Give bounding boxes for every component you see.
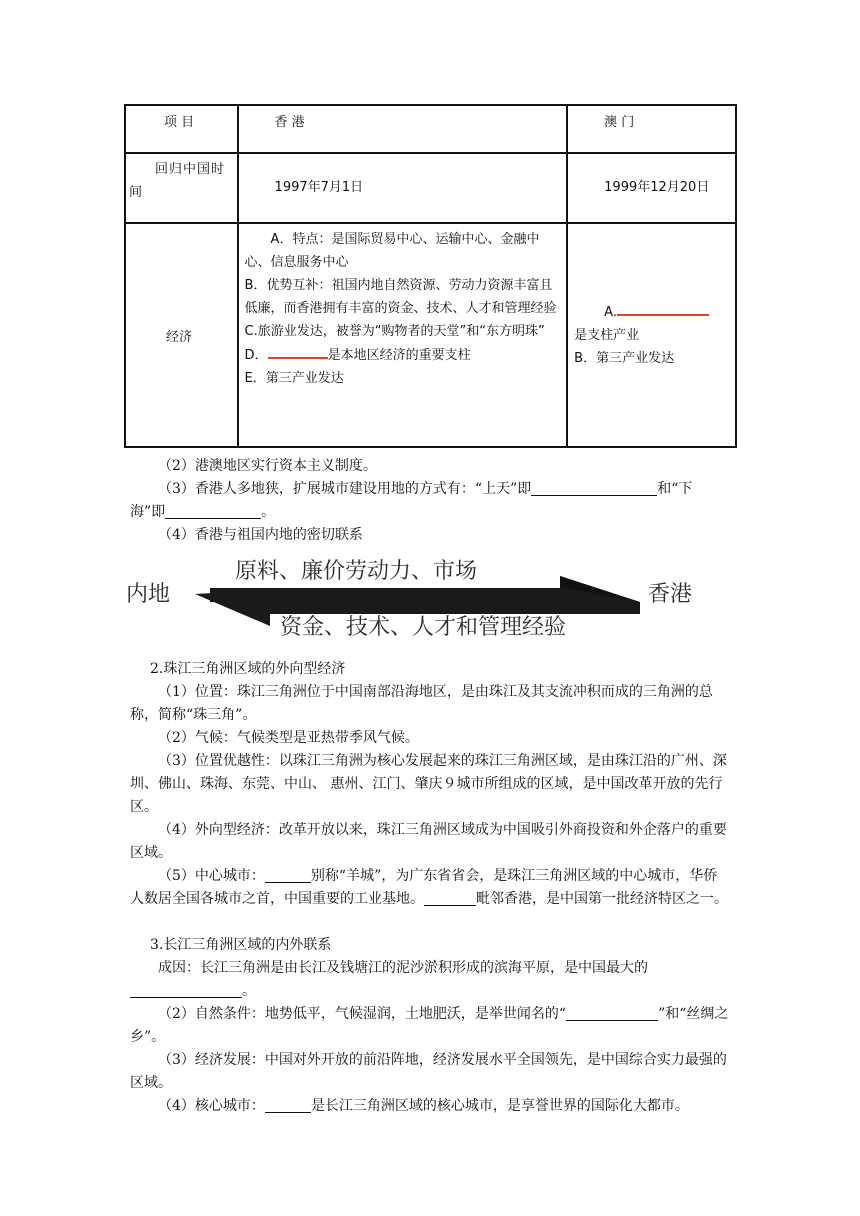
table-cell <box>125 223 238 447</box>
sec3-blank-hometown[interactable] <box>566 1004 658 1021</box>
table-row-economy <box>125 223 736 447</box>
sec3-blank-plain[interactable] <box>130 981 242 998</box>
sec3-p2-b: ”和“丝绸之乡”。 <box>130 1006 729 1045</box>
sec3-p2-a: （2）自然条件：地势低平，气候湿润，土地肥沃，是举世闻名的“ <box>158 1006 567 1022</box>
hk-macau-table <box>124 104 737 448</box>
header-macau: 澳 门 <box>604 115 635 130</box>
hk-economy-b: B．优势互补：祖国内地自然资源、劳动力资源丰富且低廉，而香港拥有丰富的资金、技术、人才和管理经验 <box>244 278 557 316</box>
hk-economy-content <box>239 224 567 394</box>
diagram-bottom-text: 资金、技术、人才和管理经验 <box>280 615 567 640</box>
table-header-row <box>125 105 736 153</box>
sec1-p3-d: 。 <box>261 504 276 520</box>
sec2-p2: （2）气候：气候类型是亚热带季风气候。 <box>158 730 419 746</box>
macau-economy-b: B．第三产业发达 <box>574 351 675 366</box>
sec3-p1-a: 成因：长江三角洲是由长江及钱塘江的泥沙淤积形成的滨海平原，是中国最大的 <box>158 960 648 976</box>
table-cell <box>125 105 238 153</box>
sec1-p3 <box>130 478 730 524</box>
sec2-p3: （3）位置优越性：以珠江三角洲为核心发展起来的珠江三角洲区域，是由珠江沿的广州、深圳、佛山、珠海、东莞、中山、 惠州、江门、肇庆９城市所组成的区域，是中国改革开放的先行区。 <box>130 753 727 815</box>
macau-economy-content <box>568 300 735 370</box>
sec1-p2: （2）港澳地区实行资本主义制度。 <box>158 458 377 474</box>
hk-economy-c: C.旅游业发达，被誉为“购物者的天堂”和“东方明珠” <box>244 324 545 339</box>
hk-economy-a: A．特点：是国际贸易中心、运输中心、金融中心、信息服务中心 <box>244 232 540 270</box>
table-cell <box>238 105 568 153</box>
macau-return-date: 1999年12月20日 <box>604 180 710 195</box>
table-row-return-time <box>125 153 736 223</box>
macau-a-suffix: 是支柱产业 <box>574 328 640 343</box>
table-cell <box>125 153 238 223</box>
sec2-blank-guangzhou[interactable] <box>265 866 311 883</box>
table-cell <box>567 223 736 447</box>
sec2-blank-shenzhen[interactable] <box>424 889 476 906</box>
sec2-p5 <box>130 865 730 911</box>
sec1-blank-up[interactable] <box>531 479 657 496</box>
sec2-p5-a: （5）中心城市： <box>158 868 265 884</box>
hk-d-blank[interactable] <box>268 343 328 359</box>
diagram-top-text: 原料、廉价劳动力、市场 <box>235 559 478 584</box>
table-cell <box>567 105 736 153</box>
sec1-blank-sea[interactable] <box>165 502 261 519</box>
header-hongkong: 香 港 <box>274 115 305 130</box>
header-item: 项 目 <box>164 115 195 130</box>
hk-economy-d <box>245 343 561 367</box>
sec1-p3-b: 和“下 <box>657 481 693 497</box>
sec1-p3-a: （3）香港人多地狭，扩展城市建设用地的方式有：“上天”即 <box>158 481 532 497</box>
sec2-p5-c: 毗邻香港，是中国第一批经济特区之一。 <box>476 891 728 907</box>
table-cell <box>567 153 736 223</box>
sec3-p4-a: （4）核心城市： <box>158 1098 265 1114</box>
table-cell <box>238 153 568 223</box>
sec3-p1 <box>130 957 730 1003</box>
diagram-label-mainland: 内地 <box>126 582 171 607</box>
hk-mainland-arrow-diagram <box>120 550 720 642</box>
return-time-label: 回归中国时间 <box>129 162 226 200</box>
economy-label: 经济 <box>166 329 193 345</box>
hk-d-suffix: 是本地区经济的重要支柱 <box>327 348 471 363</box>
macau-a-blank[interactable] <box>617 300 709 316</box>
sec3-p1-b: 。 <box>242 983 256 999</box>
hk-economy-e: E．第三产业发达 <box>244 371 344 386</box>
sec2-p1: （1）位置：珠江三角洲位于中国南部沿海地区，是由珠江及其支流冲积而成的三角洲的总称，简称“珠三角”。 <box>130 684 713 723</box>
sec2-p4: （4）外向型经济：改革开放以来，珠江三角洲区域成为中国吸引外商投资和外企落户的重要区域。 <box>130 822 727 861</box>
sec3-blank-shanghai[interactable] <box>265 1096 311 1113</box>
macau-a-prefix: A. <box>604 305 617 320</box>
sec3-p4-b: 是长江三角洲区域的核心城市，是享誉世界的国际化大都市。 <box>310 1098 689 1114</box>
sec3-p3: （3）经济发展：中国对外开放的前沿阵地，经济发展水平全国领先，是中国综合实力最强的区域。 <box>130 1052 727 1091</box>
macau-economy-a <box>574 300 729 324</box>
diagram-label-hongkong: 香港 <box>648 582 693 607</box>
sec3-title: 3.长江三角洲区域的内外联系 <box>150 937 332 953</box>
hk-d-prefix: D． <box>244 348 268 363</box>
sec1-p4: （4）香港与祖国内地的密切联系 <box>158 527 363 543</box>
sec3-p4 <box>130 1095 730 1118</box>
table-cell <box>238 223 568 447</box>
sec1-p3-c: 海”即 <box>130 504 166 520</box>
sec3-p2 <box>130 1003 730 1049</box>
hk-return-date: 1997年7月1日 <box>274 180 364 195</box>
sec2-title: 2.珠江三角洲区域的外向型经济 <box>150 661 346 677</box>
sec2-p5-b: 别称“羊城”，为广东省省会，是珠江三角洲区域的中心城市，华侨人数居全国各城市之首，中国重要的工业基地。 <box>130 868 718 907</box>
